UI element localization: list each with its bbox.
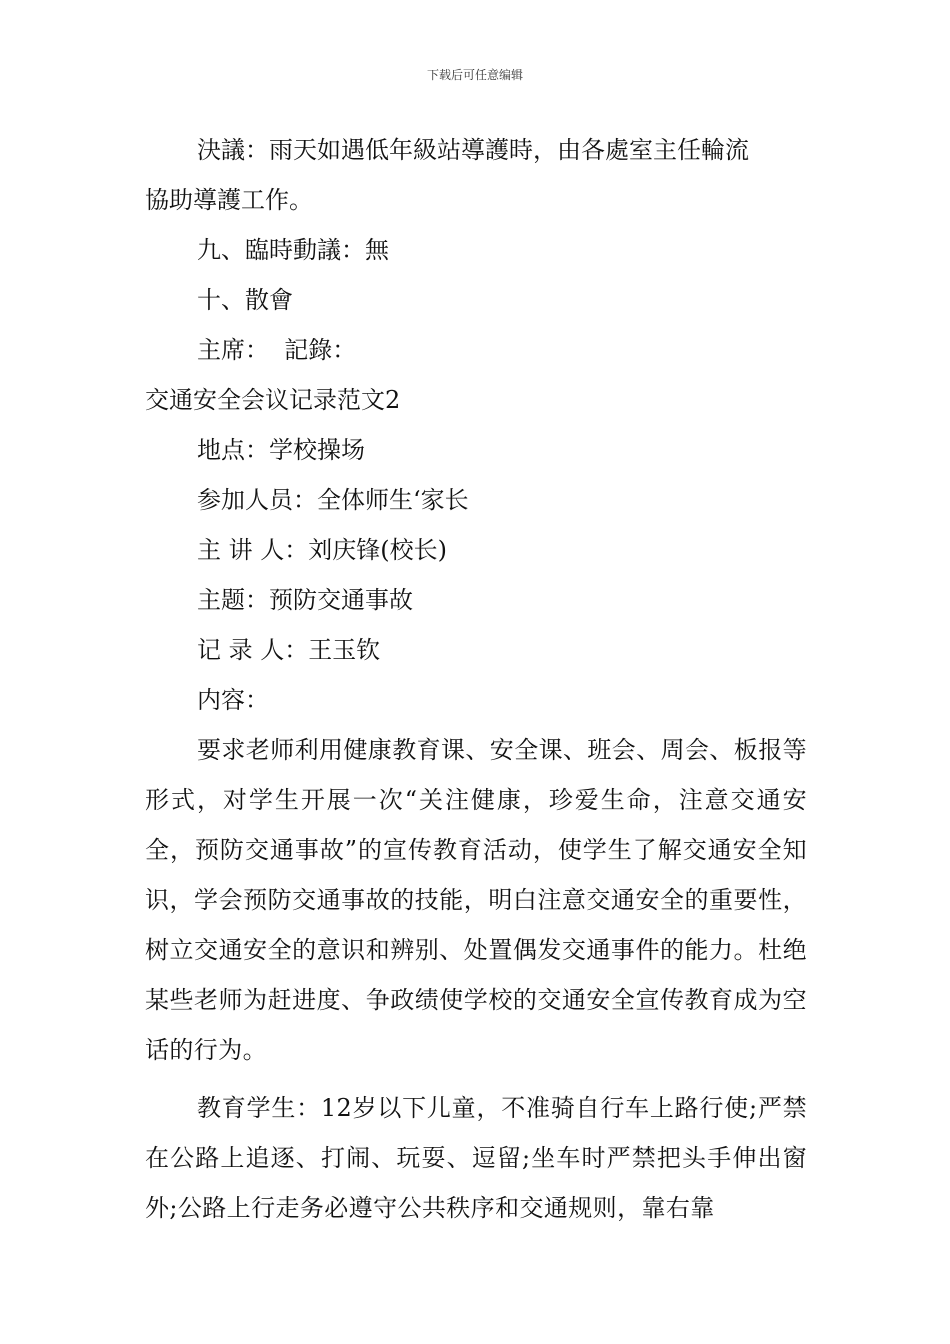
content-paragraph-2: 教育学生：12岁以下儿童，不准骑自行车上路行使;严禁在公路上追逐、打闹、玩耍、逗留;坐车时严禁把头手伸出窗外;公路上行走务必遵守公共秩序和交通规则，靠右靠 (145, 1094, 807, 1222)
agenda-item-10: 十、散會 (197, 286, 293, 314)
section-title: 交通安全会议记录范文2 (145, 386, 401, 414)
content-label: 内容： (197, 686, 269, 714)
document-body (145, 125, 807, 1233)
resolution-line-1: 決議：雨天如遇低年級站導護時，由各處室主任輪流 (197, 136, 749, 164)
content-paragraph-1: 要求老师利用健康教育课、安全课、班会、周会、板报等形式，对学生开展一次“关注健康，珍爱生命，注意交通安全，预防交通事故”的宣传教育活动，使学生了解交通安全知识，学会预防交通事故的技能，明白注意交通安全的重要性，树立交通安全的意识和辨别、处置偶发交通事件的能力。杜绝某些老师为赶进度、争政绩使学校的交通安全宣传教育成为空话的行为。 (145, 736, 807, 1064)
participants-line: 参加人员：全体师生‘家长 (197, 486, 469, 514)
location-line: 地点：学校操场 (197, 436, 365, 464)
agenda-item-9: 九、臨時動議：無 (197, 236, 389, 264)
signers-line: 主席： 記錄： (197, 336, 357, 364)
resolution-line-2: 協助導護工作。 (145, 186, 313, 214)
page-header: 下载后可任意编辑 (426, 68, 523, 82)
speaker-line: 主 讲 人：刘庆锋(校长) (197, 536, 447, 564)
topic-line: 主题：预防交通事故 (197, 586, 413, 614)
recorder-line: 记 录 人：王玉钦 (197, 636, 381, 664)
